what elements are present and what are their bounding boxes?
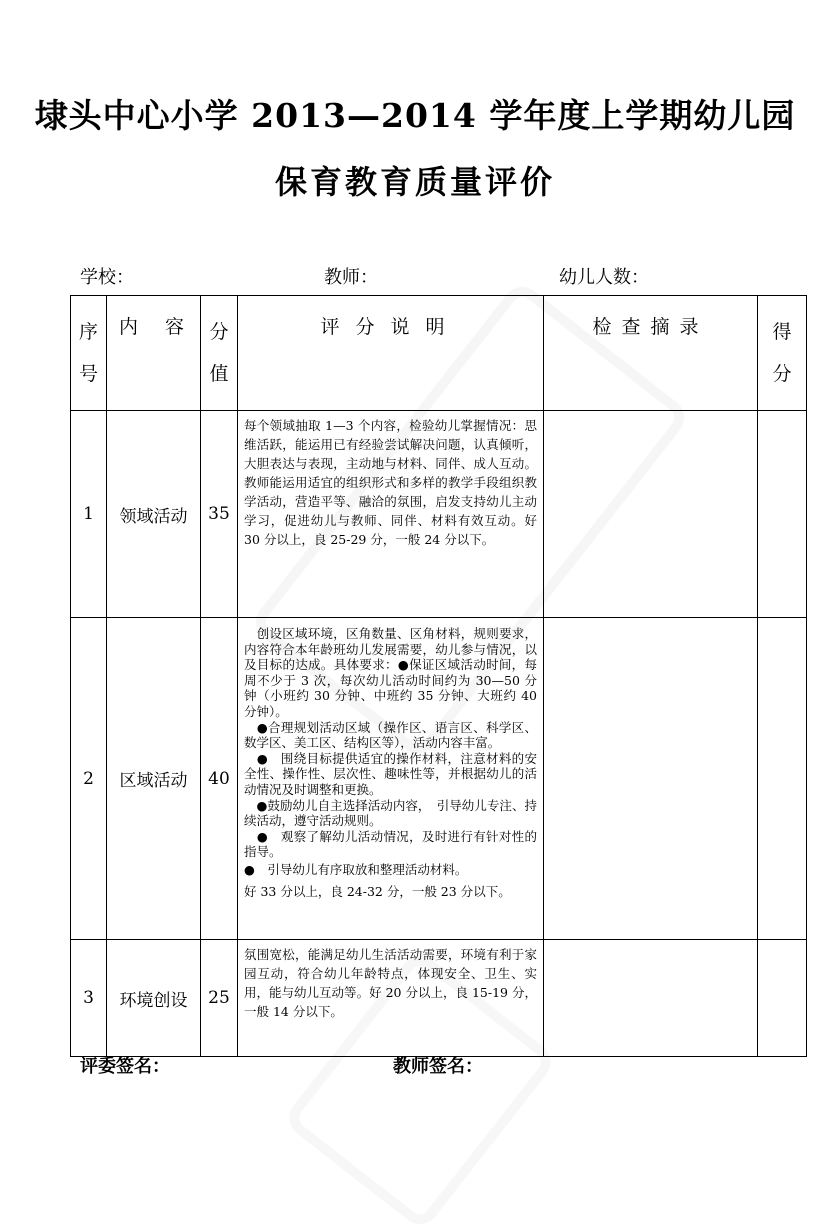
header-score — [201, 296, 238, 411]
header-no — [71, 296, 107, 411]
header-score-top: 分 — [209, 321, 229, 343]
desc-paragraph: 氛围宽松，能满足幼儿生活活动需要，环境有利于家园互动，符合幼儿年龄特点，体现安全、卫生、实用，能与幼儿互动等。好 20 分以上，良 15-19 分，一般 14 分以下。 — [244, 947, 537, 1019]
desc-paragraph: ● 围绕目标提供适宜的操作材料，注意材料的安全性、操作性、层次性、趣味性等，并根据幼儿的活动情况及时调整和更换。 — [244, 750, 537, 797]
row-result[interactable] — [758, 940, 807, 1057]
page-title-line2: 保育教育质量评价 — [274, 163, 555, 201]
desc-paragraph: 每个领域抽取 1—3 个内容，检验幼儿掌握情况：思维活跃，能运用已有经验尝试解决问题，认真倾听，大胆表达与表现，主动地与材料、同伴、成人互动。教师能运用适宜的组织形式和多样的教学手段组织教学活动，营造平等、融洽的氛围，启发支持幼儿主动学习，促进幼儿与教师、同伴、材料有效互动。好 30 分以上，良 25-29 分，一般 24 分以下。 — [244, 418, 537, 547]
school-label: 学校： — [80, 267, 134, 288]
row-score: 35 — [201, 411, 238, 618]
desc-paragraph: ●合理规划活动区域（操作区、语言区、科学区、数学区、美工区、结构区等），活动内容丰富。 — [244, 719, 537, 751]
page-title-line1: 埭头中心小学 2013—2014 学年度上学期幼儿园 — [34, 96, 796, 135]
header-no-bottom: 号 — [78, 363, 98, 385]
desc-paragraph: ●鼓励幼儿自主选择活动内容， 引导幼儿专注、持续活动，遵守活动规则。 — [244, 797, 537, 829]
row-score: 40 — [201, 618, 238, 940]
teacher-label: 教师： — [324, 267, 378, 288]
header-result-top: 得 — [772, 321, 792, 343]
row-no: 2 — [71, 618, 107, 940]
row-content: 环境创设 — [107, 940, 201, 1057]
desc-paragraph: ● 观察了解幼儿活动情况，及时进行有针对性的指导。 — [244, 828, 537, 860]
teacher-signature-label: 教师签名： — [393, 1056, 483, 1077]
header-no-top: 序 — [78, 321, 98, 343]
desc-paragraph: 好 33 分以上，良 24-32 分，一般 23 分以下。 — [244, 883, 511, 899]
row-score: 25 — [201, 940, 238, 1057]
row-no: 1 — [71, 411, 107, 618]
table-row — [71, 411, 807, 618]
table-header-row — [71, 296, 807, 411]
desc-paragraph: ● 引导幼儿有序取放和整理活动材料。 — [244, 861, 468, 877]
row-description — [238, 411, 544, 618]
row-content: 领域活动 — [107, 411, 201, 618]
row-description — [238, 940, 544, 1057]
header-result — [758, 296, 807, 411]
row-check-notes[interactable] — [544, 618, 758, 940]
header-result-bottom: 分 — [772, 363, 792, 385]
table-row — [71, 940, 807, 1057]
header-check-notes: 检查摘录 — [544, 296, 758, 411]
row-content: 区域活动 — [107, 618, 201, 940]
children-count-label: 幼儿人数： — [559, 267, 649, 288]
header-score-bottom: 值 — [209, 363, 229, 385]
row-no: 3 — [71, 940, 107, 1057]
evaluation-table — [70, 295, 807, 1057]
header-content: 内 容 — [107, 296, 201, 411]
header-description: 评分说明 — [238, 296, 544, 411]
desc-paragraph: 创设区域环境，区角数量、区角材料，规则要求，内容符合本年龄班幼儿发展需要，幼儿参与情况，以及目标的达成。具体要求：●保证区域活动时间，每周不少于 3 次，每次幼儿活动时间约为 30—50 分钟（小班约 30 分钟、中班约 35 分钟、大班约 40 分钟）。 — [244, 626, 537, 719]
table-row — [71, 618, 807, 940]
reviewer-signature-label: 评委签名： — [80, 1056, 170, 1077]
row-result[interactable] — [758, 618, 807, 940]
row-result[interactable] — [758, 411, 807, 618]
row-description — [238, 618, 544, 940]
row-check-notes[interactable] — [544, 411, 758, 618]
row-check-notes[interactable] — [544, 940, 758, 1057]
